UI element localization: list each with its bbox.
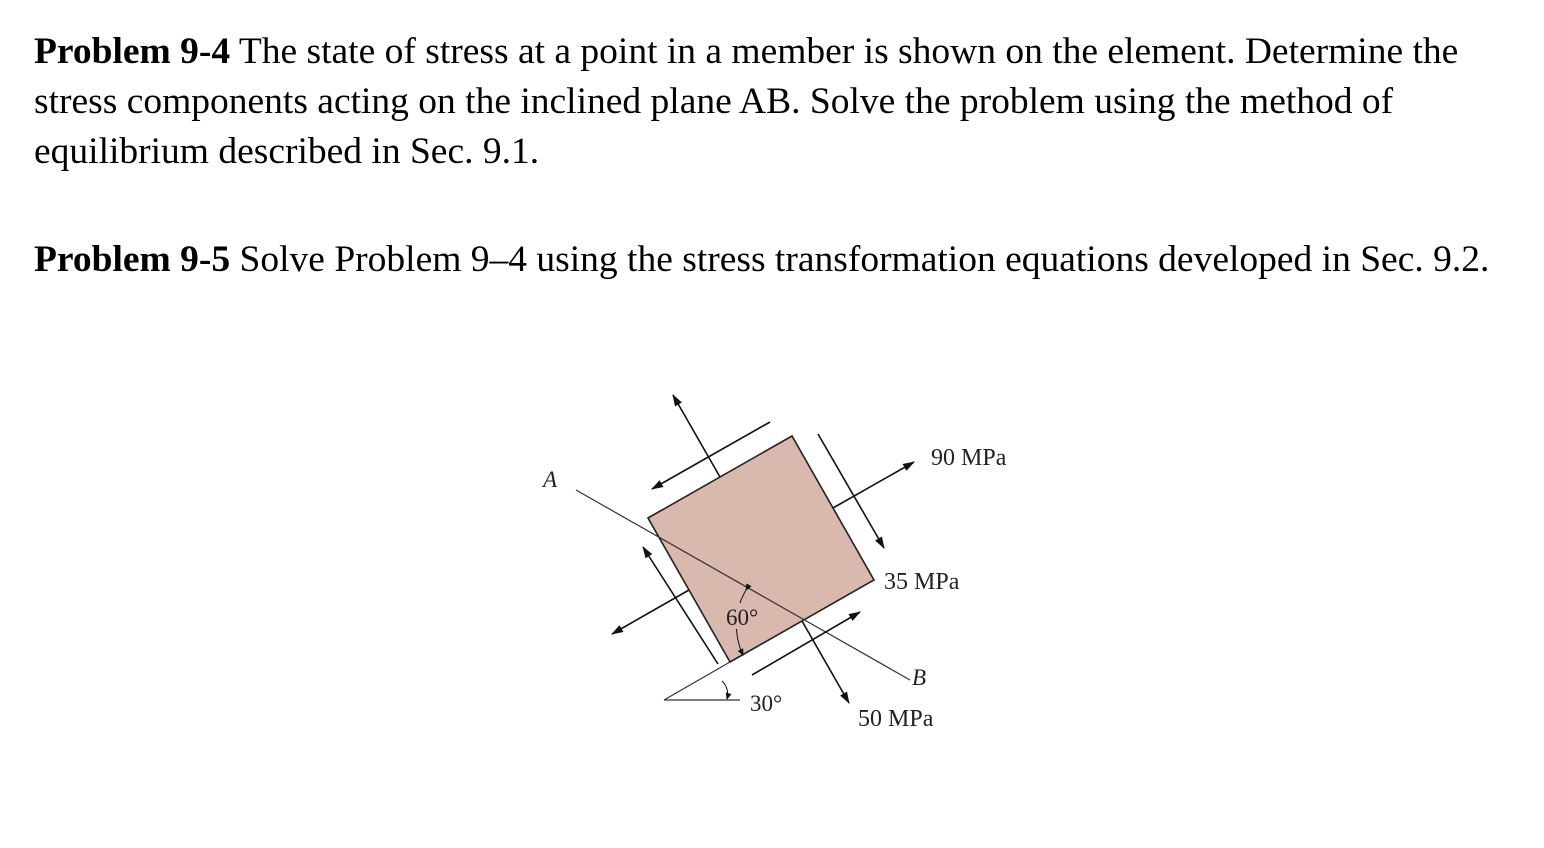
problem-9-4-number: Problem 9-4 [34, 31, 231, 72]
angle-30-arc [722, 681, 728, 699]
normal-stress-arrow-down [802, 621, 849, 703]
label-50-mpa: 50 MPa [858, 706, 934, 732]
normal-stress-arrow-right [833, 462, 914, 508]
problem-9-4-text: The state of stress at a point in a member is shown on the element. Determine the stress components acting on the inclined plane AB. Solve the problem using the method of equilibrium described in Sec. 9.1. [34, 31, 1459, 172]
normal-stress-arrow-up [673, 395, 720, 477]
problem-9-5-number: Problem 9-5 [34, 239, 231, 280]
label-b: B [912, 665, 927, 690]
label-60-deg: 60° [726, 605, 759, 630]
normal-stress-arrow-left [612, 590, 689, 634]
label-a: A [543, 467, 558, 492]
label-30-deg: 30° [750, 691, 783, 716]
inclined-reference-line [664, 662, 730, 700]
label-90-mpa: 90 MPa [931, 445, 1007, 471]
problem-9-5-text: Solve Problem 9–4 using the stress transformation equations developed in Sec. 9.2. [230, 239, 1490, 280]
label-35-mpa: 35 MPa [884, 569, 960, 595]
